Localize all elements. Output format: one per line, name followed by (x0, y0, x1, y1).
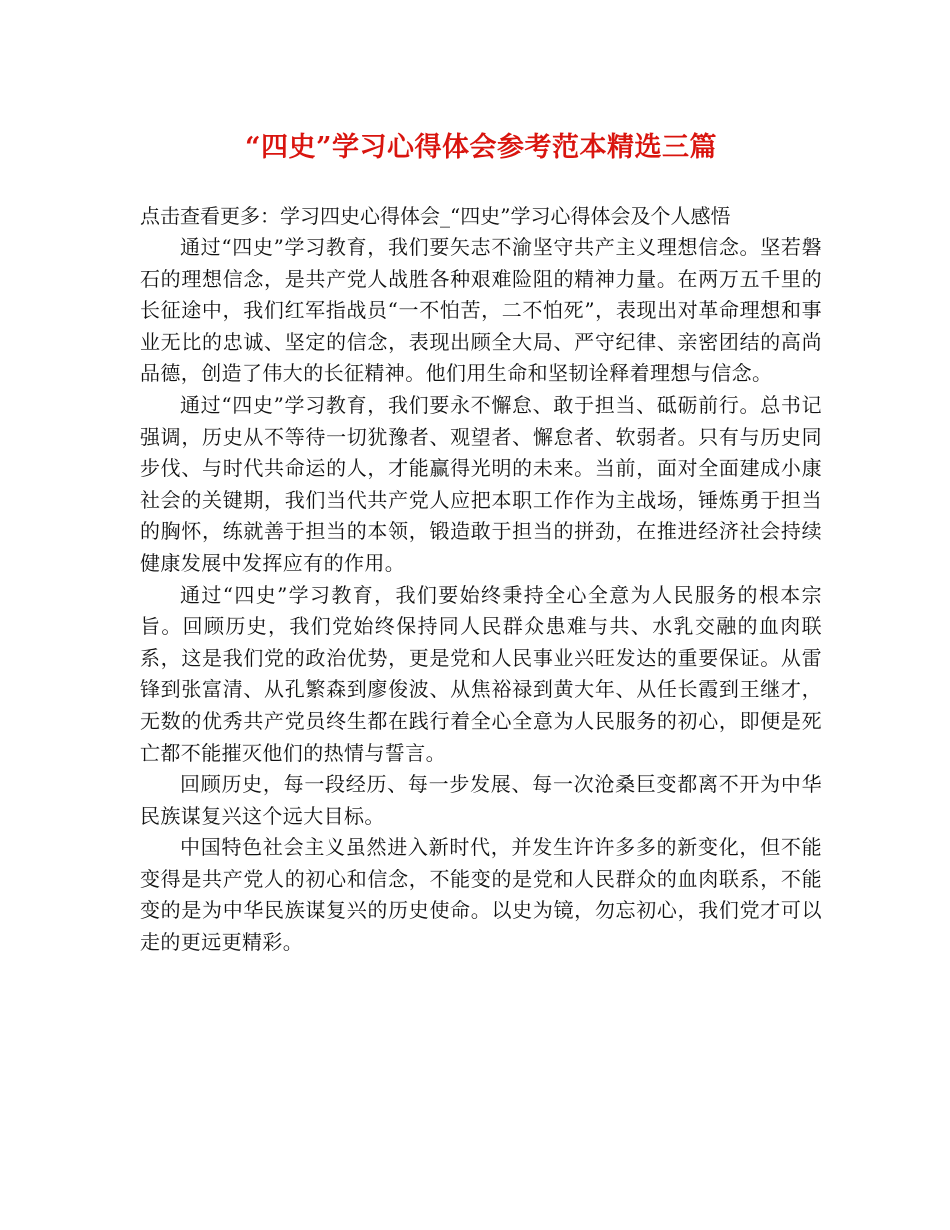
more-articles-link[interactable]: 点击查看更多：学习四史心得体会_“四史”学习心得体会及个人感悟 (140, 204, 731, 228)
paragraph-3: 通过“四史”学习教育，我们要始终秉持全心全意为人民服务的根本宗旨。回顾历史，我们党始终保持同人民群众患难与共、水乳交融的血肉联系，这是我们党的政治优势，更是党和人民事业兴旺发达的重要保证。从雷锋到张富清、从孔繁森到廖俊波、从焦裕禄到黄大年、从任长霞到王继才，无数的优秀共产党员终生都在践行着全心全意为人民服务的初心，即便是死亡都不能摧灭他们的热情与誓言。 (140, 582, 822, 765)
document-title: “四史”学习心得体会参考范本精选三篇 (244, 132, 718, 163)
paragraph-4: 回顾历史，每一段经历、每一步发展、每一次沧桑巨变都离不开为中华民族谋复兴这个远大目标。 (140, 772, 822, 828)
paragraph-5: 中国特色社会主义虽然进入新时代，并发生许许多多的新变化，但不能变得是共产党人的初心和信念，不能变的是党和人民群众的血肉联系，不能变的是为中华民族谋复兴的历史使命。以史为镜，勿忘初心，我们党才可以走的更远更精彩。 (140, 835, 822, 955)
paragraph-2: 通过“四史”学习教育，我们要永不懈怠、敢于担当、砥砺前行。总书记强调，历史从不等待一切犹豫者、观望者、懈怠者、软弱者。只有与历史同步伐、与时代共命运的人，才能赢得光明的未来。当前，面对全面建成小康社会的关键期，我们当代共产党人应把本职工作作为主战场，锤炼勇于担当的胸怀，练就善于担当的本领，锻造敢于担当的拼劲，在推进经济社会持续健康发展中发挥应有的作用。 (140, 392, 822, 575)
paragraph-1: 通过“四史”学习教育，我们要矢志不渝坚守共产主义理想信念。坚若磐石的理想信念，是共产党人战胜各种艰难险阻的精神力量。在两万五千里的长征途中，我们红军指战员“一不怕苦，二不怕死”，表现出对革命理想和事业无比的忠诚、坚定的信念，表现出顾全大局、严守纪律、亲密团结的高尚品德，创造了伟大的长征精神。他们用生命和坚韧诠释着理想与信念。 (140, 235, 822, 386)
